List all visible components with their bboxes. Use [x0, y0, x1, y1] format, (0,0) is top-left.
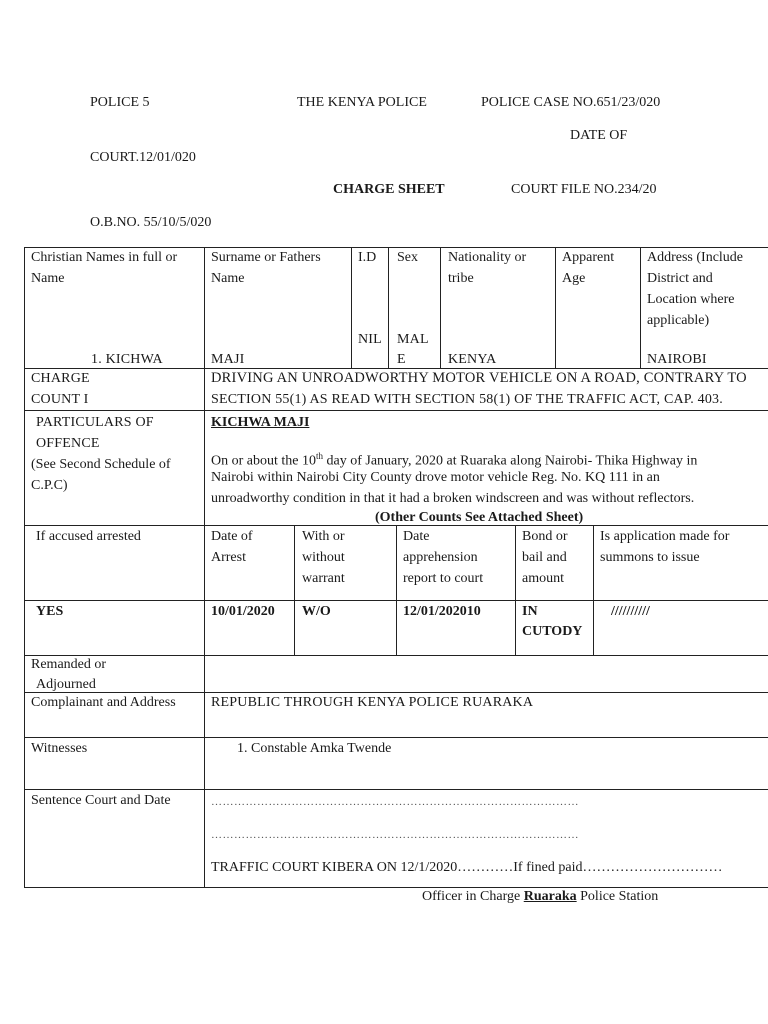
particulars-label-line4: C.P.C) — [31, 478, 68, 493]
accused-address: NAIROBI — [647, 352, 707, 367]
apprehension-date-value: 12/01/202010 — [403, 604, 481, 619]
particulars-accused-name: KICHWA MAJI — [211, 415, 310, 430]
apprehension-header-1: Date — [403, 529, 430, 544]
sentence-dotted-line-2: …………………………………………………………………………………… — [211, 829, 579, 841]
date-of-label: DATE OF — [570, 128, 628, 143]
charge-text-line2: SECTION 55(1) AS READ WITH SECTION 58(1) OF THE TRAFFIC ACT, CAP. 403. — [211, 392, 723, 407]
charge-text-line1: DRIVING AN UNROADWORTHY MOTOR VEHICLE ON A ROAD, CONTRARY TO — [211, 370, 747, 386]
summons-header-1: Is application made for — [600, 529, 730, 544]
warrant-header-3: warrant — [302, 571, 345, 586]
nationality-header: Nationality or tribe — [448, 250, 527, 286]
sex-header: Sex — [397, 250, 418, 265]
accused-sex-line2: E — [397, 352, 406, 367]
summons-value: ////////// — [611, 604, 650, 619]
bond-header-3: amount — [522, 571, 564, 586]
particulars-label-line3: (See Second Schedule of — [31, 457, 171, 472]
form-number: POLICE 5 — [90, 95, 150, 110]
arrested-value: YES — [36, 604, 64, 619]
court-date: COURT.12/01/020 — [90, 150, 196, 165]
complainant-label: Complainant and Address — [31, 695, 176, 710]
particulars-label-line1: PARTICULARS OF — [36, 415, 154, 430]
charge-label-line1: CHARGE — [31, 371, 90, 386]
complainant-value: REPUBLIC THROUGH KENYA POLICE RUARAKA — [211, 695, 534, 710]
accused-id: NIL — [358, 332, 382, 347]
agency-title: THE KENYA POLICE — [297, 95, 427, 110]
witness-list-item: 1. Constable Amka Twende — [237, 741, 392, 756]
accused-christian-name: 1. KICHWA — [91, 352, 163, 367]
particulars-text-line3: unroadworthy condition in that it had a broken windscreen and was without reflectors. — [211, 491, 695, 506]
charge-label-line2: COUNT I — [31, 392, 89, 407]
particulars-text-line2: Nairobi within Nairobi City County drove motor vehicle Reg. No. KQ 111 in an — [211, 470, 660, 485]
station-name: Ruaraka — [523, 889, 577, 904]
court-file-number: COURT FILE NO.234/20 — [511, 182, 657, 197]
warrant-header-2: without — [302, 550, 345, 565]
accused-sex-line1: MAL — [397, 332, 429, 347]
christian-names-header: Christian Names in full or Name — [31, 250, 178, 286]
document-title: CHARGE SHEET — [333, 182, 445, 197]
date-of-arrest-header-1: Date of — [211, 529, 253, 544]
date-of-arrest-header-2: Arrest — [211, 550, 246, 565]
surname-header: Surname or Fathers Name — [211, 250, 321, 286]
police-case-number: POLICE CASE NO.651/23/020 — [481, 95, 661, 110]
ob-number: O.B.NO. 55/10/5/020 — [90, 215, 212, 230]
sentence-dotted-line-1: …………………………………………………………………………………… — [211, 796, 579, 808]
warrant-value: W/O — [302, 604, 331, 619]
summons-header-2: summons to issue — [600, 550, 700, 565]
address-header: Address (Include District and Location where applicable) — [647, 250, 744, 328]
particulars-text-line1: On or about the 10th day of January, 2020 at Ruaraka along Nairobi- Thika Highway in — [211, 451, 698, 469]
bond-header-1: Bond or — [522, 529, 568, 544]
bond-header-2: bail and — [522, 550, 567, 565]
accused-arrested-label: If accused arrested — [36, 529, 141, 544]
witnesses-label: Witnesses — [31, 741, 88, 756]
apprehension-header-3: report to court — [403, 571, 484, 586]
sentence-label: Sentence Court and Date — [31, 793, 171, 808]
remanded-label-line2: Adjourned — [36, 677, 96, 692]
accused-nationality: KENYA — [448, 352, 497, 367]
id-header: I.D — [358, 250, 377, 265]
date-of-arrest-value: 10/01/2020 — [211, 604, 275, 619]
remanded-label-line1: Remanded or — [31, 657, 107, 672]
accused-surname: MAJI — [211, 352, 245, 367]
age-header: Apparent Age — [562, 250, 615, 286]
other-counts-note: (Other Counts See Attached Sheet) — [375, 510, 584, 525]
bond-value-line1: IN — [522, 604, 538, 619]
officer-in-charge-line: Officer in Charge Ruaraka Police Station — [422, 889, 659, 904]
apprehension-header-2: apprehension — [403, 550, 478, 565]
bond-value-line2: CUTODY — [522, 624, 583, 639]
sentence-court-text: TRAFFIC COURT KIBERA ON 12/1/2020…………If fined paid………………………… — [211, 860, 723, 875]
warrant-header-1: With or — [302, 529, 345, 544]
particulars-label-line2: OFFENCE — [36, 436, 100, 451]
